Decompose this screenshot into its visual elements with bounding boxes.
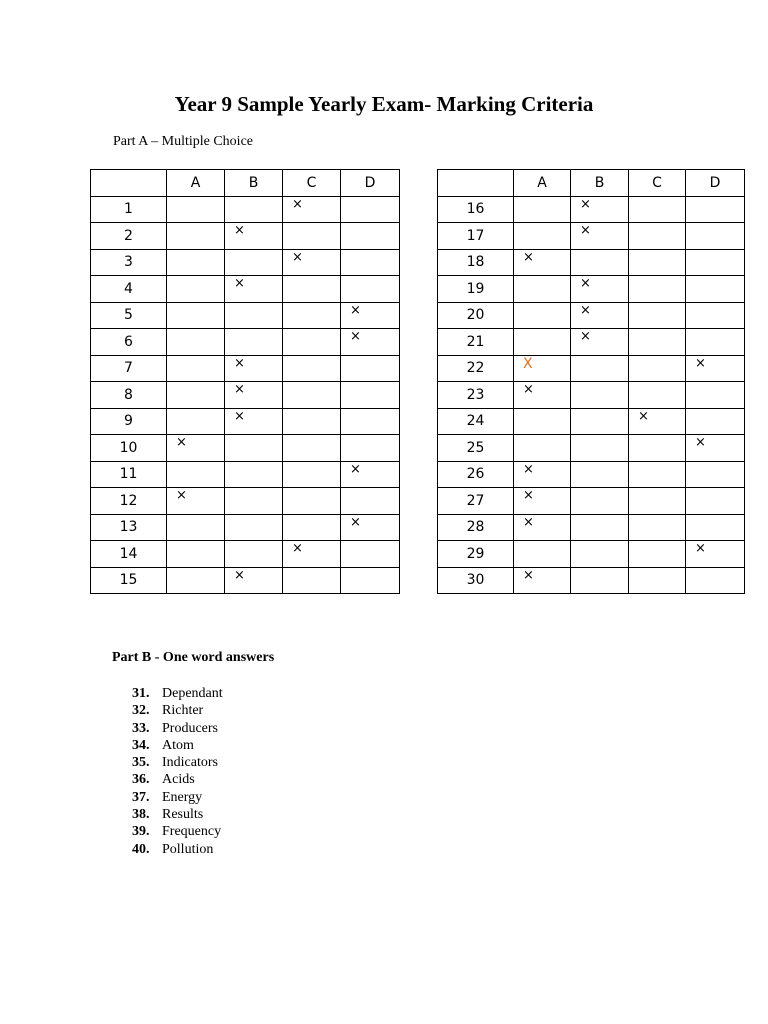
answer-number: 35. <box>132 755 150 771</box>
answer-cell-b <box>225 541 283 568</box>
answer-cell-b <box>571 276 629 303</box>
answer-cell-c <box>629 541 686 568</box>
question-row-10 <box>91 435 400 462</box>
answer-cell-b <box>225 514 283 541</box>
answer-cell-a <box>514 249 571 276</box>
column-header-b: B <box>225 170 283 197</box>
question-row-13 <box>91 514 400 541</box>
question-number: 11 <box>91 461 167 488</box>
answer-cell-c <box>629 249 686 276</box>
answer-cell-b <box>571 329 629 356</box>
answer-cell-d <box>341 329 400 356</box>
x-mark: × <box>292 249 303 265</box>
answer-text: Results <box>162 807 204 823</box>
highlighted-x-mark: X <box>523 355 533 372</box>
answer-cell-d <box>686 276 745 303</box>
answer-cell-c <box>283 329 341 356</box>
answer-cell-a <box>167 223 225 250</box>
question-number: 17 <box>438 223 514 250</box>
part-a-heading: Part A – Multiple Choice <box>113 134 253 149</box>
answer-cell-a <box>167 382 225 409</box>
column-header-c: C <box>283 170 341 197</box>
x-mark: × <box>234 223 245 238</box>
x-mark: × <box>234 355 245 371</box>
answer-item <box>132 841 223 858</box>
answer-cell-d <box>686 223 745 250</box>
x-mark: × <box>580 196 591 212</box>
answer-cell-a <box>514 355 571 382</box>
question-row-20 <box>438 302 745 329</box>
question-row-17 <box>438 223 745 250</box>
answer-cell-d <box>686 541 745 568</box>
answer-cell-b <box>225 408 283 435</box>
answer-grid-right <box>437 169 745 594</box>
column-header-a: A <box>514 170 571 197</box>
answer-text: Richter <box>162 703 204 719</box>
answer-cell-b <box>225 382 283 409</box>
question-number: 28 <box>438 514 514 541</box>
answer-cell-a <box>514 382 571 409</box>
answer-cell-c <box>283 276 341 303</box>
answer-cell-b <box>571 355 629 382</box>
question-row-28 <box>438 514 745 541</box>
answer-cell-a <box>167 435 225 462</box>
question-number: 5 <box>91 302 167 329</box>
question-row-26 <box>438 461 745 488</box>
answer-cell-b <box>225 355 283 382</box>
answer-cell-d <box>341 408 400 435</box>
question-number: 16 <box>438 196 514 223</box>
answer-cell-d <box>686 249 745 276</box>
answer-cell-b <box>225 302 283 329</box>
answer-item <box>132 789 223 806</box>
answer-cell-c <box>283 223 341 250</box>
answer-cell-d <box>686 196 745 223</box>
answer-cell-c <box>629 355 686 382</box>
answer-cell-a <box>167 196 225 223</box>
question-number: 24 <box>438 408 514 435</box>
corner-cell <box>438 170 514 197</box>
question-row-7 <box>91 355 400 382</box>
x-mark: × <box>523 249 534 265</box>
answer-cell-a <box>514 276 571 303</box>
answer-cell-c <box>629 567 686 594</box>
answer-cell-d <box>686 435 745 462</box>
answer-cell-a <box>514 567 571 594</box>
question-number: 2 <box>91 223 167 250</box>
answer-cell-b <box>571 435 629 462</box>
question-row-8 <box>91 382 400 409</box>
column-header-d: D <box>341 170 400 197</box>
answer-number: 38. <box>132 807 150 823</box>
answer-cell-d <box>341 567 400 594</box>
answer-cell-d <box>686 355 745 382</box>
answer-cell-a <box>514 196 571 223</box>
column-header-a: A <box>167 170 225 197</box>
x-mark: × <box>523 382 534 397</box>
x-mark: × <box>292 541 303 556</box>
question-number: 19 <box>438 276 514 303</box>
answer-number: 40. <box>132 841 150 857</box>
answer-cell-b <box>571 382 629 409</box>
x-mark: × <box>580 302 591 318</box>
answer-item <box>132 806 223 823</box>
answer-cell-d <box>341 435 400 462</box>
part-b-heading: Part B - One word answers <box>112 650 275 665</box>
question-number: 13 <box>91 514 167 541</box>
question-number: 14 <box>91 541 167 568</box>
question-row-19 <box>438 276 745 303</box>
answer-text: Dependant <box>162 686 223 701</box>
answer-cell-a <box>167 541 225 568</box>
answer-text: Acids <box>162 772 195 788</box>
question-number: 12 <box>91 488 167 515</box>
x-mark: × <box>695 435 706 450</box>
answer-cell-a <box>167 302 225 329</box>
x-mark: × <box>350 302 361 318</box>
answer-cell-a <box>167 329 225 356</box>
answer-cell-d <box>341 382 400 409</box>
answer-item <box>132 737 223 754</box>
question-number: 21 <box>438 329 514 356</box>
question-number: 1 <box>91 196 167 223</box>
answer-cell-c <box>629 435 686 462</box>
answer-cell-a <box>514 408 571 435</box>
answer-cell-a <box>167 461 225 488</box>
question-row-21 <box>438 329 745 356</box>
answer-cell-a <box>514 514 571 541</box>
question-number: 4 <box>91 276 167 303</box>
answer-cell-c <box>629 329 686 356</box>
question-number: 10 <box>91 435 167 462</box>
question-row-15 <box>91 567 400 594</box>
x-mark: × <box>638 408 649 424</box>
answer-item <box>132 771 223 788</box>
answer-cell-b <box>571 488 629 515</box>
answer-cell-d <box>686 329 745 356</box>
answer-cell-c <box>283 355 341 382</box>
answer-text: Atom <box>162 737 194 753</box>
answer-cell-c <box>629 223 686 250</box>
question-number: 7 <box>91 355 167 382</box>
question-number: 25 <box>438 435 514 462</box>
answer-cell-b <box>571 249 629 276</box>
question-number: 15 <box>91 567 167 594</box>
x-mark: × <box>350 329 361 344</box>
answer-text: Indicators <box>162 755 218 771</box>
x-mark: × <box>234 567 245 583</box>
grid-header-row <box>438 170 745 197</box>
answer-cell-b <box>571 408 629 435</box>
answer-cell-a <box>167 514 225 541</box>
answer-text: Frequency <box>162 824 222 840</box>
corner-cell <box>91 170 167 197</box>
question-row-18 <box>438 249 745 276</box>
question-number: 9 <box>91 408 167 435</box>
answer-number: 34. <box>132 737 150 753</box>
x-mark: × <box>580 329 591 344</box>
one-word-answer-list <box>132 685 223 858</box>
question-row-9 <box>91 408 400 435</box>
answer-item <box>132 754 223 771</box>
answer-cell-d <box>686 408 745 435</box>
answer-cell-b <box>225 249 283 276</box>
answer-cell-d <box>341 461 400 488</box>
x-mark: × <box>523 567 534 583</box>
answer-cell-d <box>341 355 400 382</box>
grid-header-row <box>91 170 400 197</box>
answer-cell-d <box>686 382 745 409</box>
answer-cell-a <box>167 567 225 594</box>
x-mark: × <box>580 276 591 291</box>
question-row-1 <box>91 196 400 223</box>
answer-text: Pollution <box>162 841 214 857</box>
answer-cell-d <box>686 302 745 329</box>
question-number: 22 <box>438 355 514 382</box>
answer-number: 33. <box>132 720 150 736</box>
answer-cell-a <box>514 302 571 329</box>
answer-cell-c <box>629 488 686 515</box>
question-row-24 <box>438 408 745 435</box>
answer-cell-d <box>341 223 400 250</box>
question-row-2 <box>91 223 400 250</box>
answer-cell-c <box>629 514 686 541</box>
answer-cell-c <box>283 514 341 541</box>
answer-cell-a <box>514 461 571 488</box>
answer-cell-b <box>225 488 283 515</box>
answer-text: Producers <box>162 720 218 736</box>
answer-cell-c <box>283 488 341 515</box>
question-row-14 <box>91 541 400 568</box>
answer-item <box>132 720 223 737</box>
answer-grid-left <box>90 169 400 594</box>
answer-cell-c <box>629 276 686 303</box>
question-row-4 <box>91 276 400 303</box>
column-header-b: B <box>571 170 629 197</box>
question-row-3 <box>91 249 400 276</box>
answer-cell-d <box>686 567 745 594</box>
answer-cell-a <box>167 488 225 515</box>
x-mark: × <box>176 488 187 503</box>
question-number: 18 <box>438 249 514 276</box>
answer-cell-d <box>686 461 745 488</box>
answer-cell-b <box>225 276 283 303</box>
x-mark: × <box>350 461 361 477</box>
answer-cell-d <box>686 488 745 515</box>
answer-text: Energy <box>162 789 203 805</box>
answer-cell-b <box>225 567 283 594</box>
x-mark: × <box>580 223 591 238</box>
question-row-6 <box>91 329 400 356</box>
answer-cell-c <box>283 249 341 276</box>
answer-cell-a <box>514 435 571 462</box>
answer-cell-d <box>341 514 400 541</box>
answer-cell-a <box>514 541 571 568</box>
question-number: 30 <box>438 567 514 594</box>
answer-cell-b <box>571 514 629 541</box>
x-mark: × <box>292 196 303 212</box>
question-row-11 <box>91 461 400 488</box>
x-mark: × <box>523 461 534 477</box>
x-mark: × <box>695 541 706 556</box>
answer-cell-b <box>225 223 283 250</box>
question-row-22 <box>438 355 745 382</box>
answer-cell-c <box>629 302 686 329</box>
answer-cell-c <box>283 435 341 462</box>
answer-cell-a <box>167 408 225 435</box>
answer-cell-c <box>283 408 341 435</box>
x-mark: × <box>234 276 245 291</box>
answer-number: 36. <box>132 772 150 788</box>
question-number: 26 <box>438 461 514 488</box>
question-number: 8 <box>91 382 167 409</box>
answer-cell-d <box>686 514 745 541</box>
answer-cell-b <box>571 541 629 568</box>
answer-item <box>132 702 223 719</box>
answer-cell-b <box>571 196 629 223</box>
answer-cell-d <box>341 196 400 223</box>
answer-item <box>132 685 223 702</box>
question-row-23 <box>438 382 745 409</box>
x-mark: × <box>695 355 706 371</box>
answer-number: 31. <box>132 686 150 701</box>
answer-cell-b <box>225 461 283 488</box>
question-row-27 <box>438 488 745 515</box>
answer-cell-c <box>283 461 341 488</box>
page-title: Year 9 Sample Yearly Exam- Marking Criteria <box>174 92 594 116</box>
column-header-d: D <box>686 170 745 197</box>
question-number: 3 <box>91 249 167 276</box>
answer-cell-c <box>629 196 686 223</box>
question-number: 27 <box>438 488 514 515</box>
question-row-29 <box>438 541 745 568</box>
answer-cell-b <box>571 302 629 329</box>
x-mark: × <box>523 488 534 503</box>
answer-number: 32. <box>132 703 150 719</box>
answer-cell-b <box>225 196 283 223</box>
answer-cell-c <box>283 382 341 409</box>
answer-cell-a <box>514 488 571 515</box>
x-mark: × <box>350 514 361 530</box>
question-number: 20 <box>438 302 514 329</box>
answer-cell-b <box>571 223 629 250</box>
answer-cell-b <box>571 567 629 594</box>
answer-cell-a <box>167 249 225 276</box>
answer-cell-a <box>514 223 571 250</box>
answer-cell-c <box>629 382 686 409</box>
answer-cell-d <box>341 541 400 568</box>
answer-cell-c <box>283 567 341 594</box>
answer-cell-c <box>629 408 686 435</box>
question-row-25 <box>438 435 745 462</box>
answer-item <box>132 823 223 840</box>
answer-cell-c <box>283 302 341 329</box>
answer-cell-a <box>167 355 225 382</box>
answer-number: 37. <box>132 789 150 805</box>
question-number: 6 <box>91 329 167 356</box>
answer-cell-d <box>341 488 400 515</box>
answer-cell-a <box>167 276 225 303</box>
question-number: 29 <box>438 541 514 568</box>
answer-cell-d <box>341 302 400 329</box>
answer-cell-b <box>571 461 629 488</box>
x-mark: × <box>176 435 187 450</box>
question-row-16 <box>438 196 745 223</box>
column-header-c: C <box>629 170 686 197</box>
answer-cell-b <box>225 435 283 462</box>
answer-number: 39. <box>132 824 150 840</box>
x-mark: × <box>523 514 534 530</box>
answer-cell-d <box>341 276 400 303</box>
answer-cell-c <box>283 541 341 568</box>
x-mark: × <box>234 382 245 397</box>
answer-cell-b <box>225 329 283 356</box>
x-mark: × <box>234 408 245 424</box>
question-row-30 <box>438 567 745 594</box>
answer-cell-c <box>629 461 686 488</box>
question-row-12 <box>91 488 400 515</box>
question-row-5 <box>91 302 400 329</box>
question-number: 23 <box>438 382 514 409</box>
answer-cell-d <box>341 249 400 276</box>
answer-cell-a <box>514 329 571 356</box>
answer-cell-c <box>283 196 341 223</box>
